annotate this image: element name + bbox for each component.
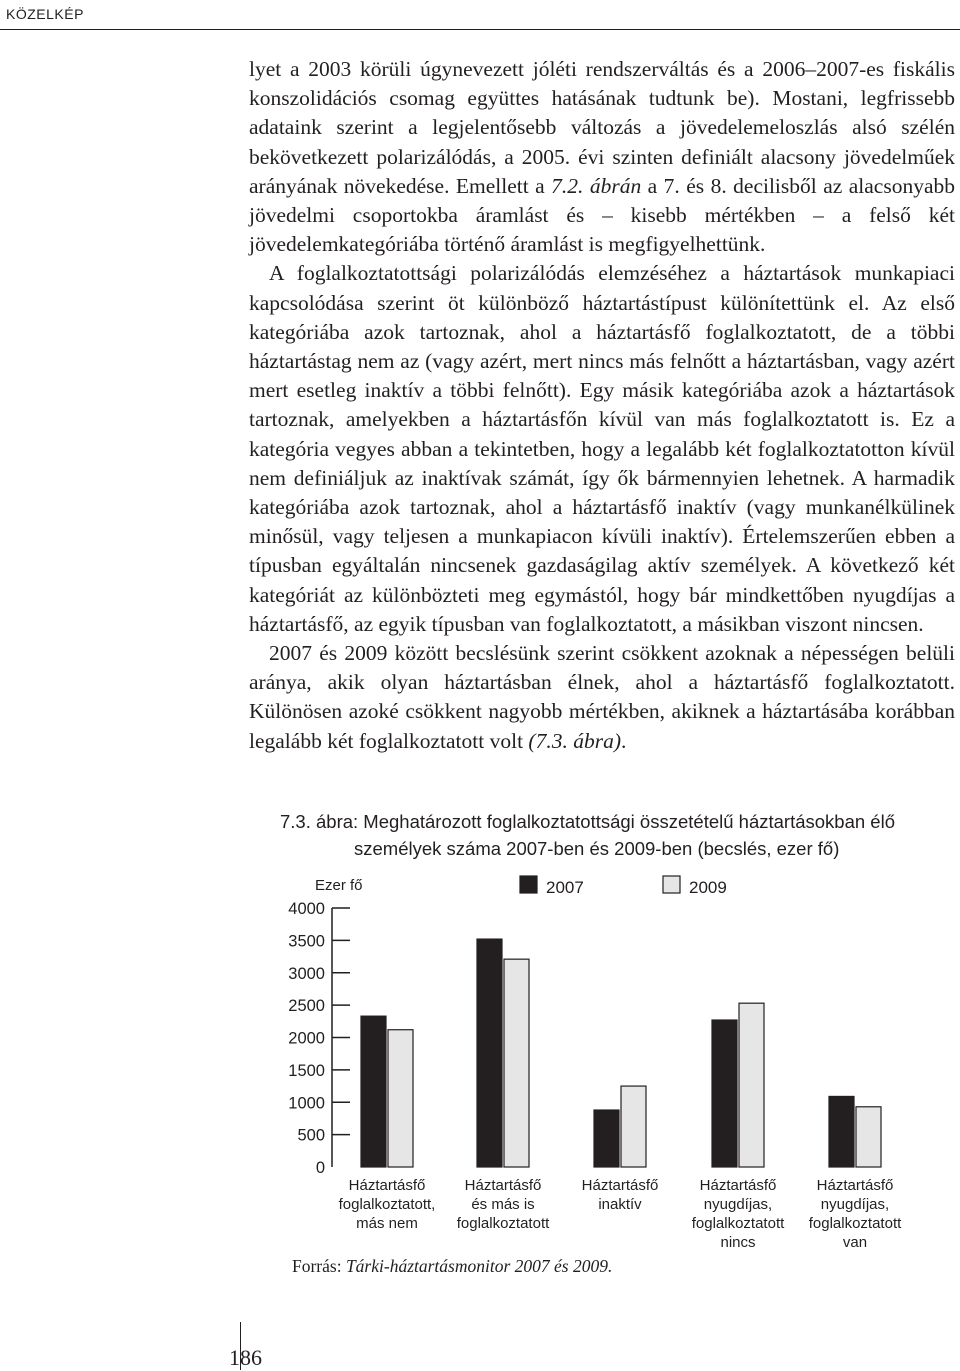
- figure-source: [292, 1256, 612, 1277]
- legend-label-2009: 2009: [689, 878, 727, 897]
- y-tick-label-1500: 1500: [288, 1061, 325, 1080]
- bar-2007-3: [594, 1110, 619, 1167]
- figure-caption-line-1: 7.3. ábra: Meghatározott foglalkoztatottsági összetételű háztartásokban élő: [280, 811, 895, 832]
- category-label-3-line-1: Háztartásfő: [581, 1177, 659, 1194]
- legend-swatch-2007: [520, 876, 537, 893]
- paragraph-3-text-a: 2007 és 2009 között becslésünk szerint csökkent azoknak a népességen belüli aránya, akik olyan háztartásban élnek, ahol a háztartásfő foglalkoztatott. Különösen azoké csökkent nagyobb mértékben, akiknek a háztartásába korábban legalább két foglalkoztatott volt: [249, 641, 955, 753]
- figure-reference-7-3: (7.3. ábra): [528, 728, 621, 753]
- figure-reference-7-2: 7.2. ábrán: [551, 173, 642, 198]
- category-label-4-line-4: nincs: [720, 1234, 756, 1251]
- y-tick-label-2500: 2500: [288, 997, 325, 1016]
- section-label: KÖZELKÉP: [6, 6, 84, 22]
- category-label-5-line-1: Háztartásfő: [816, 1177, 894, 1194]
- legend-label-2007: 2007: [546, 878, 584, 897]
- legend-swatch-2009: [663, 876, 680, 893]
- category-label-4-line-1: Háztartásfő: [699, 1177, 777, 1194]
- bar-2009-4: [739, 1003, 764, 1167]
- category-label-1-line-3: más nem: [356, 1215, 418, 1232]
- bar-2007-4: [712, 1020, 737, 1167]
- bar-2009-2: [504, 959, 529, 1167]
- paragraph-1-text-a: lyet a 2003 körüli úgynevezett jóléti rendszerváltás és a 2006–2007-es fiskális konszolidációs csomag együttes hatásának tudtunk be). Mostani, legfrissebb adataink szerint a legjelentősebb változás a jövedelemeloszlás alsó szélén bekövetkezett polarizálódás, a 2005. évi szinten definiált alacsony jövedelműek arányának növekedése. Emellett a: [249, 57, 955, 198]
- y-tick-label-3000: 3000: [288, 964, 325, 983]
- paragraph-2: A foglalkoztatottsági polarizálódás elemzéséhez a háztartások munkapiaci kapcsolódása szerint öt különböző háztartástípust különítettünk el. Az első kategóriába azok tartoznak, ahol a háztartásfő foglalkoztatott, de a többi háztartástag nem az (vagy azért, mert nincs más felnőtt a háztartásban, vagy azért mert esetleg inaktív a többi felnőtt). Egy másik kategóriába azok a háztartások tartoznak, amelyekben a háztartásfőn kívül van más foglalkoztatott is. Ez a kategória vegyes abban a tekintetben, hogy a legalább két foglalkoztatotton kívül nem definiáljuk az inaktívak számát, így ők bármennyien lehetnek. A harmadik kategóriába azok tartoznak, ahol a háztartásfő inaktív (vagy munkanélkülinek minősül, vagy teljesen a munkapiacon kívüli inaktív). Értelemszerűen ebben a típusban egyáltalán nincsenek gazdaságilag aktív személyek. A következő két kategóriát az különbözteti meg egymástól, hogy bár mindkettőben nyugdíjas a háztartásfő, az egyik típusban van foglalkoztatott, a másikban viszont nincsen.: [249, 261, 955, 636]
- category-label-3-line-2: inaktív: [598, 1196, 642, 1213]
- category-label-4-line-2: nyugdíjas,: [703, 1196, 773, 1213]
- category-label-2-line-3: foglalkoztatott: [456, 1215, 550, 1232]
- y-tick-label-0: 0: [315, 1159, 325, 1177]
- bar-2007-1: [361, 1016, 386, 1167]
- category-label-4-line-3: foglalkoztatott: [691, 1215, 785, 1232]
- page-number: 186: [229, 1345, 262, 1370]
- category-label-5-line-4: van: [842, 1234, 868, 1251]
- category-label-1-line-2: foglalkoztatott,: [338, 1196, 436, 1213]
- category-label-5-line-2: nyugdíjas,: [820, 1196, 890, 1213]
- bar-2007-2: [477, 939, 502, 1167]
- y-tick-label-2000: 2000: [288, 1029, 325, 1048]
- y-tick-label-1000: 1000: [288, 1094, 325, 1113]
- bar-2007-5: [829, 1096, 854, 1167]
- source-text: Tárki-háztartásmonitor 2007 és 2009.: [345, 1256, 613, 1276]
- y-tick-label-4000: 4000: [288, 900, 325, 918]
- paragraph-1-text-b: a 7. és 8. decilisből az alacsonyabb jövedelmi csoportokba áramlást és – kisebb mértékben – a felső két jövedelemkategóriába történő áramlást is megfigyelhettünk.: [249, 173, 955, 257]
- category-label-2-line-2: és más is: [471, 1196, 535, 1213]
- y-tick-label-500: 500: [297, 1126, 325, 1145]
- category-label-1-line-1: Háztartásfő: [348, 1177, 426, 1194]
- y-axis-label: Ezer fő: [315, 877, 363, 894]
- y-tick-label-3500: 3500: [288, 932, 325, 951]
- category-label-5-line-3: foglalkoztatott: [808, 1215, 902, 1232]
- bar-2009-3: [621, 1086, 646, 1167]
- source-label: Forrás:: [292, 1256, 346, 1276]
- paragraph-3-text-b: .: [620, 728, 627, 753]
- category-label-2-line-1: Háztartásfő: [464, 1177, 542, 1194]
- bar-2009-1: [388, 1030, 413, 1167]
- bar-2009-5: [856, 1107, 881, 1167]
- figure-caption-line-2: személyek száma 2007-ben és 2009-ben (becslés, ezer fő): [354, 838, 840, 859]
